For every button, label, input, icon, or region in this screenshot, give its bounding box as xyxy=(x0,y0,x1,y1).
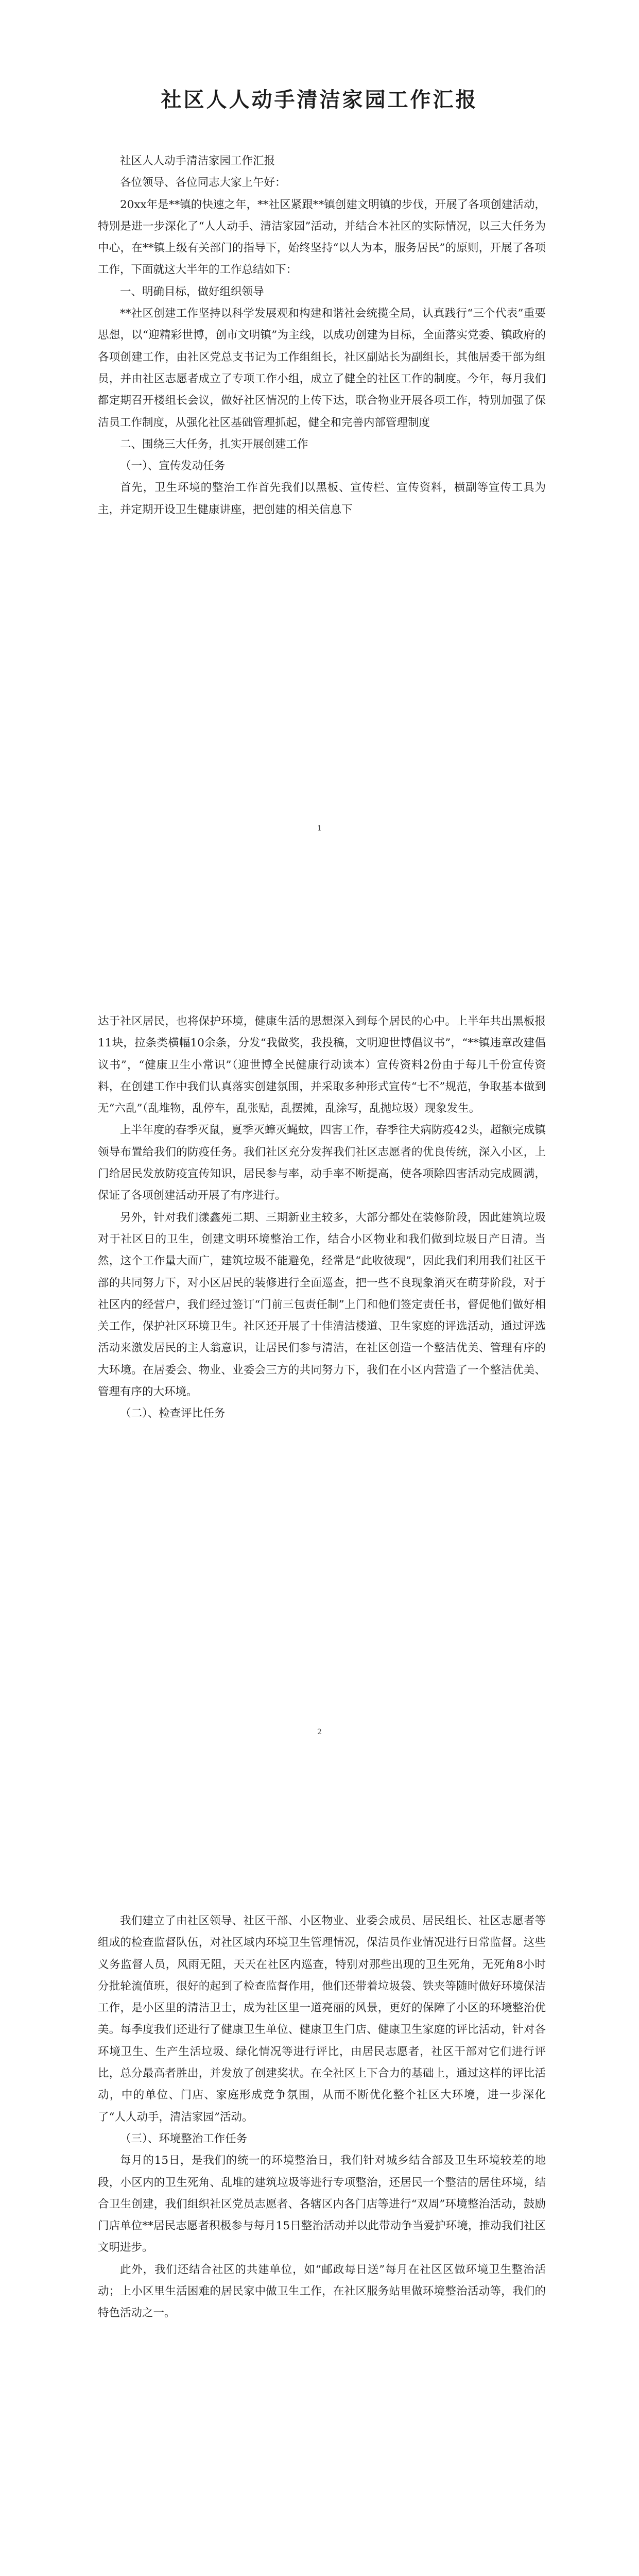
page-number: 1 xyxy=(317,824,322,833)
subsection-heading-1: （一）、宣传发动任务 xyxy=(120,460,226,473)
body-paragraph: 另外，针对我们漾鑫苑二期、三期新业主较多，大部分都处在装修阶段，因此建筑垃圾对于社区日的卫生，创建文明环境整治工作，结合小区物业和我们做到垃圾日产日清。当然，这个工作量大面广，建筑垃圾不能避免，经常是“此收彼现”，因此我们利用我们社区干部的共同努力下，对小区居民的装修进行全面巡查，把一些不良现象消灭在萌芽阶段，对于社区内的经营户，我们经过签订“门前三包责任制”上门和他们签定责任书，督促他们做好相关工作，保护社区环境卫生。社区还开展了十佳清洁楼道、卫生家庭的评选活动，通过评选活动来激发居民的主人翁意识，让居民们参与清洁，在社区创造一个整洁优美、管理有序的大环境。在居委会、物业、业委会三方的共同努力下，我们在小区内营造了一个整洁优美、管理有序的大环境。 xyxy=(98,1211,546,1399)
document-page-2 xyxy=(0,904,639,1807)
body-paragraph: 上半年度的春季灭鼠，夏季灭蟑灭蝇蚊，四害工作，春季往犬病防疫42头，超额完成镇领导布置给我们的防疫任务。我们社区充分发挥我们社区志愿者的优良传统，深入小区，上门给居民发放防疫宣传知识，居民参与率，动手率不断提高，使各项除四害活动完成圆满，保证了各项创建活动开展了有序进行。 xyxy=(98,1124,546,1202)
body-paragraph: 达于社区居民，也将保护环境，健康生活的思想深入到每个居民的心中。上半年共出黑板报11块，拉条类横幅10余条，分发“我做奖，我投稿，文明迎世博倡议书”，“**镇违章改建倡议书”，“健康卫生小常识”（迎世博全民健康行动读本）宣传资料2份由于每几千份宣传资料，在创建工作中我们认真落实创建氛围，并采取多种形式宣传“七不”规范，争取基本做到无“六乱”（乱堆物，乱停车，乱张贴，乱摆摊，乱涂写，乱抛垃圾）现象发生。 xyxy=(98,1015,546,1115)
subsection-heading-2: （二）、检查评比任务 xyxy=(120,1407,226,1420)
subsection-heading-3: （三）、环境整治工作任务 xyxy=(120,2132,248,2145)
section-heading-2: 二、围绕三大任务，扎实开展创建工作 xyxy=(120,437,308,451)
body-paragraph: 此外，我们还结合社区的共建单位，如“邮政每日送”每月在社区区做环境卫生整治活动；上小区里生活困难的居民家中做卫生工作，在社区服务站里做环境整治活动等，我们的特色活动之一。 xyxy=(98,2263,546,2320)
page-2-body xyxy=(98,1011,546,1425)
section-heading-1: 一、明确目标，做好组织领导 xyxy=(120,285,264,298)
document-page-1 xyxy=(0,0,639,904)
document-title: 社区人人动手清洁家园工作汇报 xyxy=(161,88,478,112)
page-3-body xyxy=(98,1910,546,2325)
page-number: 2 xyxy=(317,1728,322,1736)
body-paragraph: 我们建立了由社区领导、社区干部、小区物业、业委会成员、居民组长、社区志愿者等组成的检查监督队伍，对社区域内环境卫生管理情况，保洁员作业情况进行日常监督。这些义务监督人员，风雨无阻，天天在社区内巡查，特别对那些出现的卫生死角，无死角8小时分批轮流值班，很好的起到了检查监督作用，他们还带着垃圾袋、铁夹等随时做好环境保洁工作，是小区里的清洁卫士，成为社区里一道亮丽的风景，更好的保障了小区的环境整治优美。每季度我们还进行了健康卫生单位、健康卫生门店、健康卫生家庭的评比活动，针对各环境卫生、生产生活垃圾、绿化情况等进行评比，由居民志愿者，社区干部对它们进行评比，总分最高者胜出，并发放了创建奖状。在全社区上下合力的基础上，通过这样的评比活动，中的单位、门店、家庭形成竞争氛围，从而不断优化整个社区大环境，进一步深化了“人人动手，清洁家园”活动。 xyxy=(98,1914,546,2124)
body-paragraph: 每月的15日，是我们的统一的环境整治日，我们针对城乡结合部及卫生环境较差的地段，小区内的卫生死角、乱堆的建筑垃圾等进行专项整治，还居民一个整洁的居住环境，结合卫生创建，我们组织社区党员志愿者、各辖区内各门店等进行“双周”环境整治活动，鼓励门店单位**居民志愿者积极参与每月15日整治活动并以此带动争当爱护环境，推动我们社区文明进步。 xyxy=(98,2154,546,2255)
body-paragraph: **社区创建工作坚持以科学发展观和构建和谐社会统揽全局，认真践行“三个代表”重要思想，以“迎精彩世博，创市文明镇”为主线，以成功创建为目标，全面落实党委、镇政府的各项创建工作，由社区党总支书记为工作组组长，社区副站长为副组长，其他居委干部为组员，并由社区志愿者成立了专项工作小组，成立了健全的社区工作的制度。今年，每月我们都定期召开楼组长会议，做好社区情况的上传下达，联合物业开展各项工作，特别加强了保洁员工作制度，从强化社区基础管理抓起，健全和完善内部管理制度 xyxy=(98,307,546,429)
body-paragraph: 首先，卫生环境的整治工作首先我们以黑板、宣传栏、宣传资料，横副等宣传工具为主，并定期开设卫生健康讲座，把创建的相关信息下 xyxy=(98,481,546,516)
intro-paragraph: 20xx年是**镇的快速之年，**社区紧跟**镇创建文明镇的步伐，开展了各项创建活动，特别是进一步深化了“人人动手、清洁家园”活动，并结合本社区的实际情况，以三大任务为中心，在**镇上级有关部门的指导下，始终坚持“以人为本，服务居民”的原则，开展了各项工作，下面就这大半年的工作总结如下： xyxy=(98,198,546,277)
page-1-body xyxy=(98,150,546,521)
document-page-3 xyxy=(0,1807,639,2576)
document-subtitle: 社区人人动手清洁家园工作汇报 xyxy=(120,155,275,167)
greeting-paragraph: 各位领导、各位同志大家上午好： xyxy=(120,176,286,190)
